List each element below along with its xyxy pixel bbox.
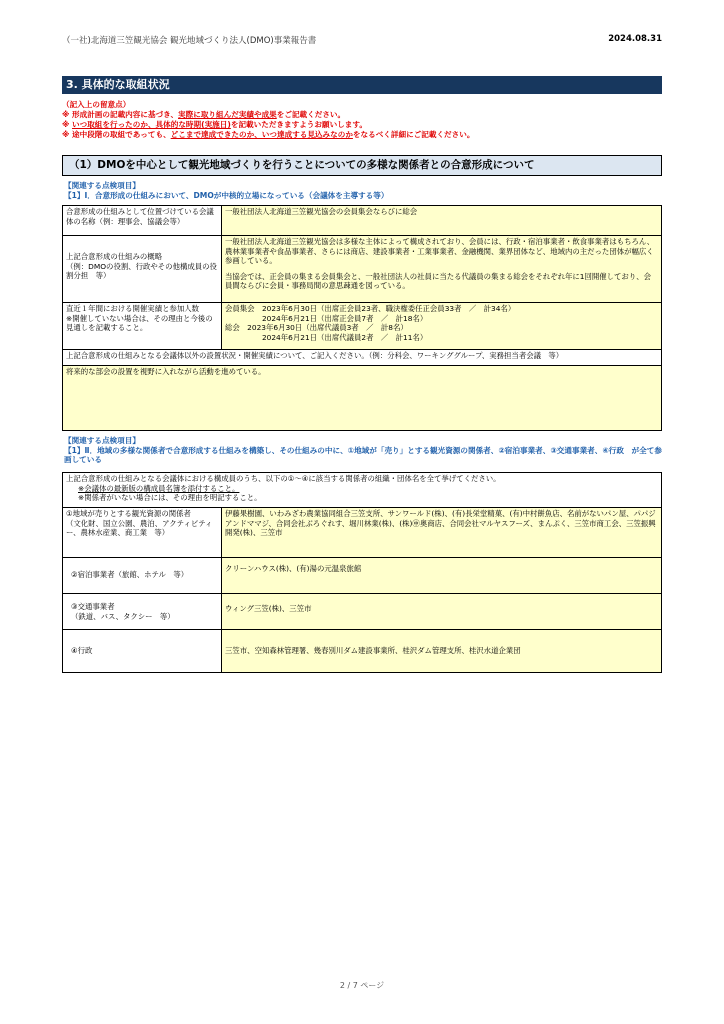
table1-r3-value [221, 302, 662, 350]
table2-intro-text: 上記合意形成の仕組みとなる会議体における構成員のうち、以下の①～④に該当する関係者の組織・団体名を全て挙げてください。 [66, 474, 501, 483]
note-line-2: ※ いつ取組を行ったのか、具体的な時期(実施日)を記載いただきますようお願いします。 [62, 120, 367, 129]
check-items-1-heading: 【関連する点検項目】 [64, 181, 140, 190]
notes-heading: （記入上の留意点） [62, 100, 131, 109]
table2-attach-note: ※会議体の最新版の構成員名簿を添付すること。 [78, 483, 240, 493]
table1-r1-label: 合意形成の仕組みとして位置づけている会議体の名称（例：理事会、協議会等） [62, 205, 222, 236]
section-title-bar: 3. 具体的な取組状況 [62, 76, 662, 94]
meeting-record-1: 会員集会 2023年6月30日（出席正会員23者、職決権委任正会員33者 ／ 計34名） [225, 304, 516, 313]
table1-r2-label: 上記合意形成の仕組みの概略 （例：DMOの役割、行政やその他構成員の役割分担 等） [62, 235, 222, 303]
table1-r2-para-2: 当協会では、正会員の集まる会員集会と、一般社団法人の社員に当たる代議員の集まる総会をそれぞれ年に1回開催しており、会員間ならびに会員・事務局間の意思疎通を図っている。 [225, 271, 651, 291]
table1-r5-value: 将来的な部会の設置を視野に入れながら活動を進めている。 [62, 365, 662, 431]
table1-r3-label: 直近１年間における開催実績と参加人数 ※開催していない場合は、その理由と今後の見通しを記載すること。 [62, 302, 222, 350]
entry-notes [62, 100, 662, 140]
table2-row4-value: 三笠市、空知森林管理署、幾春別川ダム建設事業所、桂沢ダム管理支所、桂沢水道企業団 [221, 629, 662, 673]
table2-row4-label: ④行政 [62, 629, 222, 673]
check-items-1 [64, 181, 662, 200]
table2-row1-value: 伊藤果樹園、いわみざわ農業協同組合三笠支所、サンワールド(株)、(有)長栄堂精菓、(有)中村餅魚店、名前がないパン屋、パパジアンドママジ、合同会社ぶろぐれす、堀川林業(株)、(株)㊥奥商店、合同会社マルヤスフーズ、まんぷく、三笠市商工会、三笠振興開発(株)、三笠市 [221, 507, 662, 558]
document-header-title: （一社)北海道三笠観光協会 観光地域づくり法人(DMO)事業報告書 [62, 36, 317, 46]
document-date: 2024.08.31 [608, 34, 662, 44]
page-number: 2 / 7 ページ [339, 981, 385, 990]
check-items-1-text: 【1】Ⅰ．合意形成の仕組みにおいて、DMOが中核的立場になっている（会議体を主導する等） [64, 190, 389, 200]
note-line-1: ※ 形成計画の記載内容に基づき、実際に取り組んだ実績や成果をご記載ください。 [62, 110, 346, 119]
table2-row3-label: ③交通事業者 （鉄道、バス、タクシー 等） [62, 593, 222, 630]
table2-row1-label: ①地域が売りとする観光資源の関係者 （文化財、国立公園、農泊、アクティビティー、農林水産業、商工業 等） [62, 507, 222, 558]
table1-r2-para-1: 一般社団法人北海道三笠観光協会は多様な主体によって構成されており、会員には、行政・宿泊事業者・飲食事業者はもちろん、農林業事業者や食品事業者、さらには商店、建設事業者・工業事業者、金融機関、業界団体など、地域内の主だった団体が幅広く参画している。 [225, 237, 655, 266]
table1-r4-label: 上記合意形成の仕組みとなる会議体以外の設置状況・開催実績について、ご記入ください。（例：分科会、ワーキンググループ、実務担当者会議 等） [62, 349, 662, 366]
table1-r1-value: 一般社団法人北海道三笠観光協会の会員集会ならびに総会 [221, 205, 662, 236]
table2-row3-value: ウィング三笠(株)、三笠市 [221, 593, 662, 630]
subsection-title: （1）DMOを中心として観光地域づくりを行うことについての多様な関係者との合意形成について [62, 155, 662, 176]
table2-absent-note: ※関係者がいない場合には、その理由を明記すること。 [78, 493, 262, 503]
check-items-2-text: 【1】Ⅱ．地域の多様な関係者で合意形成する仕組みを構築し、その仕組みの中に、①地域が「売り」とする観光資源の関係者、②宿泊事業者、③交通事業者、④行政 が全て参画している [64, 445, 662, 464]
meeting-record-4: 2024年6月21日（出席代議員2者 ／ 計11名） [225, 332, 428, 342]
table2-row2-label: ②宿泊事業者（旅館、ホテル 等） [62, 557, 222, 594]
meeting-record-2: 2024年6月21日（出席正会員7者 ／ 計18名） [225, 313, 428, 323]
check-items-2 [64, 436, 662, 465]
table2-intro [62, 472, 662, 508]
check-items-2-heading: 【関連する点検項目】 [64, 436, 140, 445]
table2-row2-value: クリーンハウス(株)、(有)湯の元温泉旅館 [221, 557, 662, 594]
table1-r2-value [221, 235, 662, 303]
meeting-record-3: 総会 2023年6月30日（出席代議員3者 ／ 計8名） [225, 323, 408, 333]
note-line-3: ※ 途中段階の取組であっても、どこまで達成できたのか、いつ達成する見込みなのかをなるべく詳細にご記載ください。 [62, 130, 475, 139]
